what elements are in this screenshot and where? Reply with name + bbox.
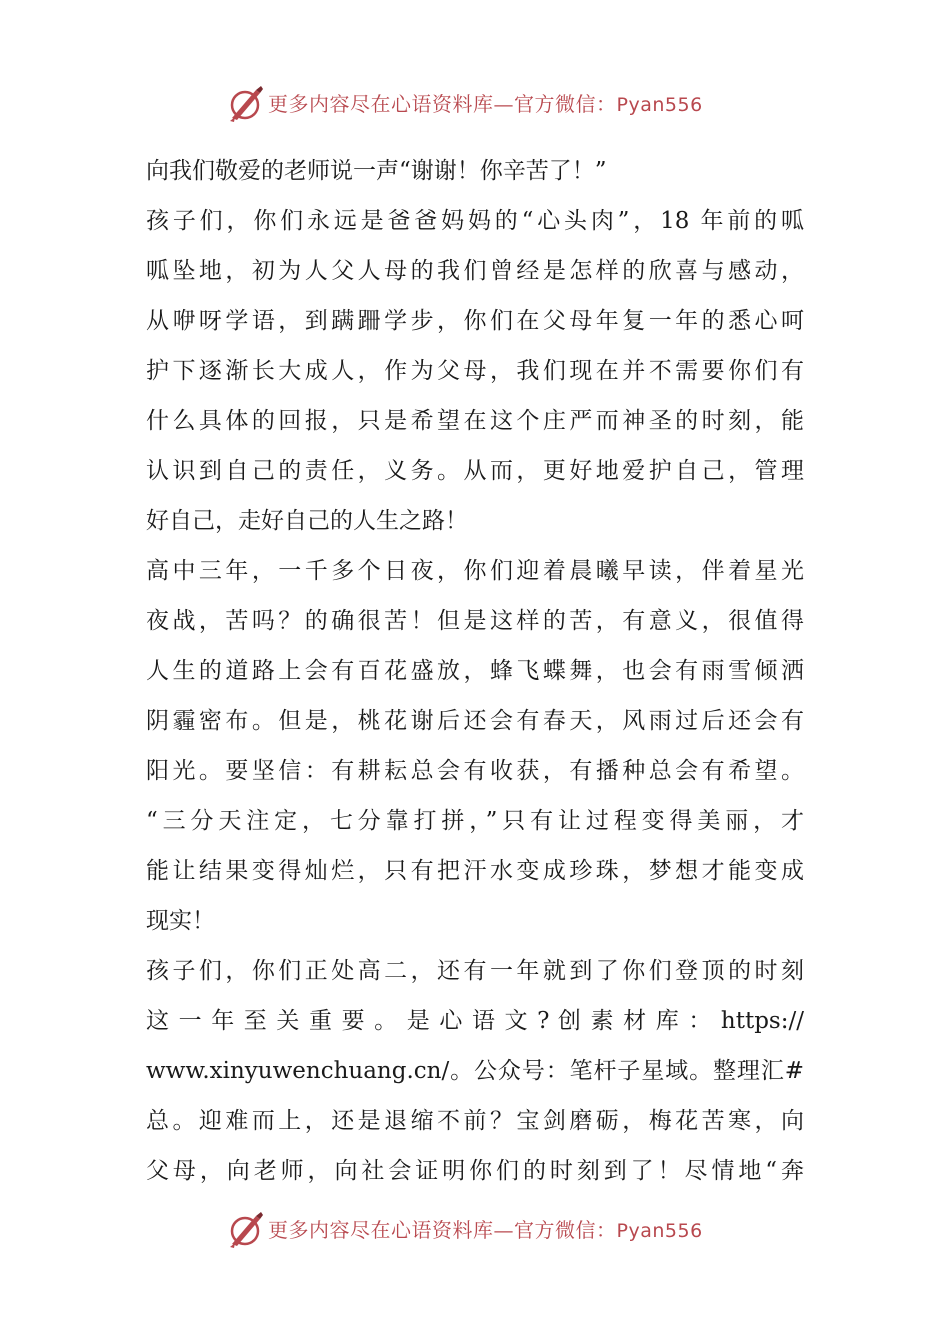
- body-line: 阳光。要坚信：有耕耘总会有收获，有播种总会有希望。: [146, 758, 804, 784]
- body-line: 从咿呀学语，到蹒跚学步，你们在父母年复一年的悉心呵: [146, 308, 804, 334]
- body-line: 向我们敬爱的老师说一声“谢谢！你辛苦了！”: [146, 158, 607, 184]
- body-line: 人生的道路上会有百花盛放，蜂飞蝶舞，也会有雨雪倾洒: [146, 658, 804, 684]
- body-line: 总。迎难而上，还是退缩不前？宝剑磨砺，梅花苦寒，向: [146, 1108, 804, 1134]
- body-line: www.xinyuwenchuang.cn/。公众号：笔杆子星域。整理汇#: [146, 1058, 804, 1084]
- pen-logo-icon: [226, 1210, 266, 1250]
- footer-wechat-id: Pyan556: [616, 1220, 703, 1242]
- body-line: 什么具体的回报，只是希望在这个庄严而神圣的时刻，能: [146, 408, 804, 434]
- body-line: 高中三年，一千多个日夜，你们迎着晨曦早读，伴着星光: [146, 558, 804, 584]
- body-line: 好自己，走好自己的人生之路！: [146, 508, 468, 534]
- header-banner: [0, 82, 950, 126]
- body-line: 孩子们，你们永远是爸爸妈妈的“心头肉”，18 年前的呱: [146, 208, 804, 234]
- body-line: 父母，向老师，向社会证明你们的时刻到了！尽情地“奔: [146, 1158, 804, 1184]
- footer-banner: [0, 1208, 950, 1252]
- body-line: 阴霾密布。但是，桃花谢后还会有春天，风雨过后还会有: [146, 708, 804, 734]
- body-line: 孩子们，你们正处高二，还有一年就到了你们登顶的时刻: [146, 958, 804, 984]
- body-line: 呱坠地，初为人父人母的我们曾经是怎样的欣喜与感动，: [146, 258, 804, 284]
- body-line: 护下逐渐长大成人，作为父母，我们现在并不需要你们有: [146, 358, 804, 384]
- body-line: 认识到自己的责任，义务。从而，更好地爱护自己，管理: [146, 458, 804, 484]
- document-body: [146, 146, 804, 1196]
- body-line: 现实！: [146, 908, 215, 934]
- body-line: 夜战，苦吗？的确很苦！但是这样的苦，有意义，很值得: [146, 608, 804, 634]
- body-line: 这 一 年 至 关 重 要 。 是 心 语 文 ? 创 素 材 库 ： https://: [146, 1008, 804, 1034]
- header-banner-text: 更多内容尽在心语资料库—官方微信：Pyan556: [268, 92, 703, 116]
- footer-banner-text: 更多内容尽在心语资料库—官方微信：Pyan556: [268, 1218, 703, 1242]
- pen-logo-icon: [226, 84, 266, 124]
- body-line: “三分天注定，七分靠打拼，”只有让过程变得美丽，才: [146, 808, 804, 834]
- header-wechat-id: Pyan556: [616, 94, 703, 116]
- body-line: 能让结果变得灿烂，只有把汗水变成珍珠，梦想才能变成: [146, 858, 804, 884]
